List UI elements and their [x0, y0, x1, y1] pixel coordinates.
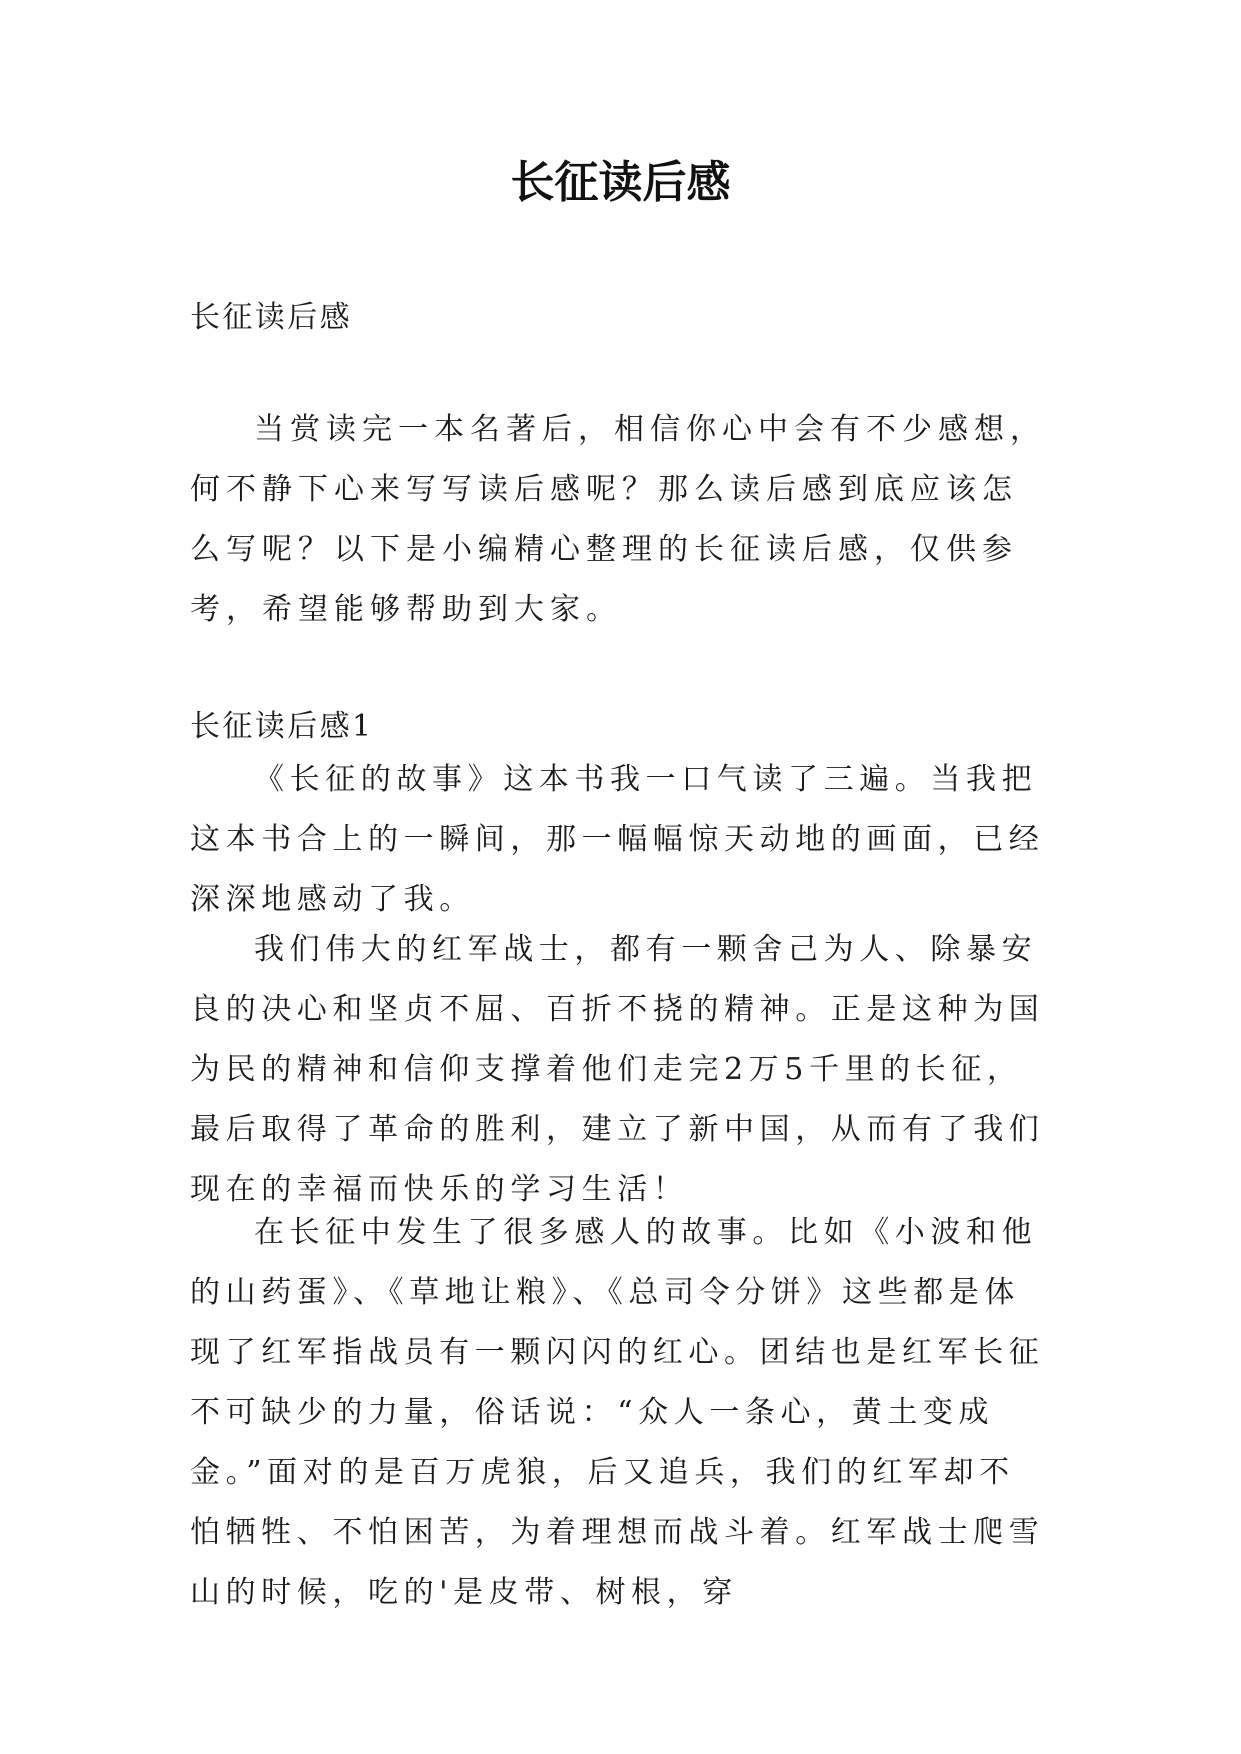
intro-paragraph: 当赏读完一本名著后，相信你心中会有不少感想，何不静下心来写写读后感呢？那么读后感到底应该怎么写呢？以下是小编精心整理的长征读后感，仅供参考，希望能够帮助到大家。: [190, 412, 1046, 627]
section-title: 长征读后感1: [190, 709, 374, 744]
document-title: 长征读后感: [510, 157, 731, 208]
body-paragraph-2: 我们伟大的红军战士，都有一颗舍己为人、除暴安良的决心和坚贞不屈、百折不挠的精神。正是这种为国为民的精神和信仰支撑着他们走完2万5千里的长征，最后取得了革命的胜利，建立了新中国，从而有了我们现在的幸福而快乐的学习生活！: [190, 932, 1045, 1207]
body-paragraph-1: 《长征的故事》这本书我一口气读了三遍。当我把这本书合上的一瞬间，那一幅幅惊天动地的画面，已经深深地感动了我。: [190, 762, 1045, 917]
document-subtitle: 长征读后感: [190, 300, 352, 335]
body-paragraph-3: 在长征中发生了很多感人的故事。比如《小波和他的山药蛋》、《草地让粮》、《总司令分饼》这些都是体现了红军指战员有一颗闪闪的红心。团结也是红军长征不可缺少的力量，俗话说：“众人一条心，黄土变成金。”面对的是百万虎狼，后又追兵，我们的红军却不怕牺牲、不怕困苦，为着理想而战斗着。红军战士爬雪山的时候，吃的'是皮带、树根，穿: [190, 1215, 1045, 1610]
